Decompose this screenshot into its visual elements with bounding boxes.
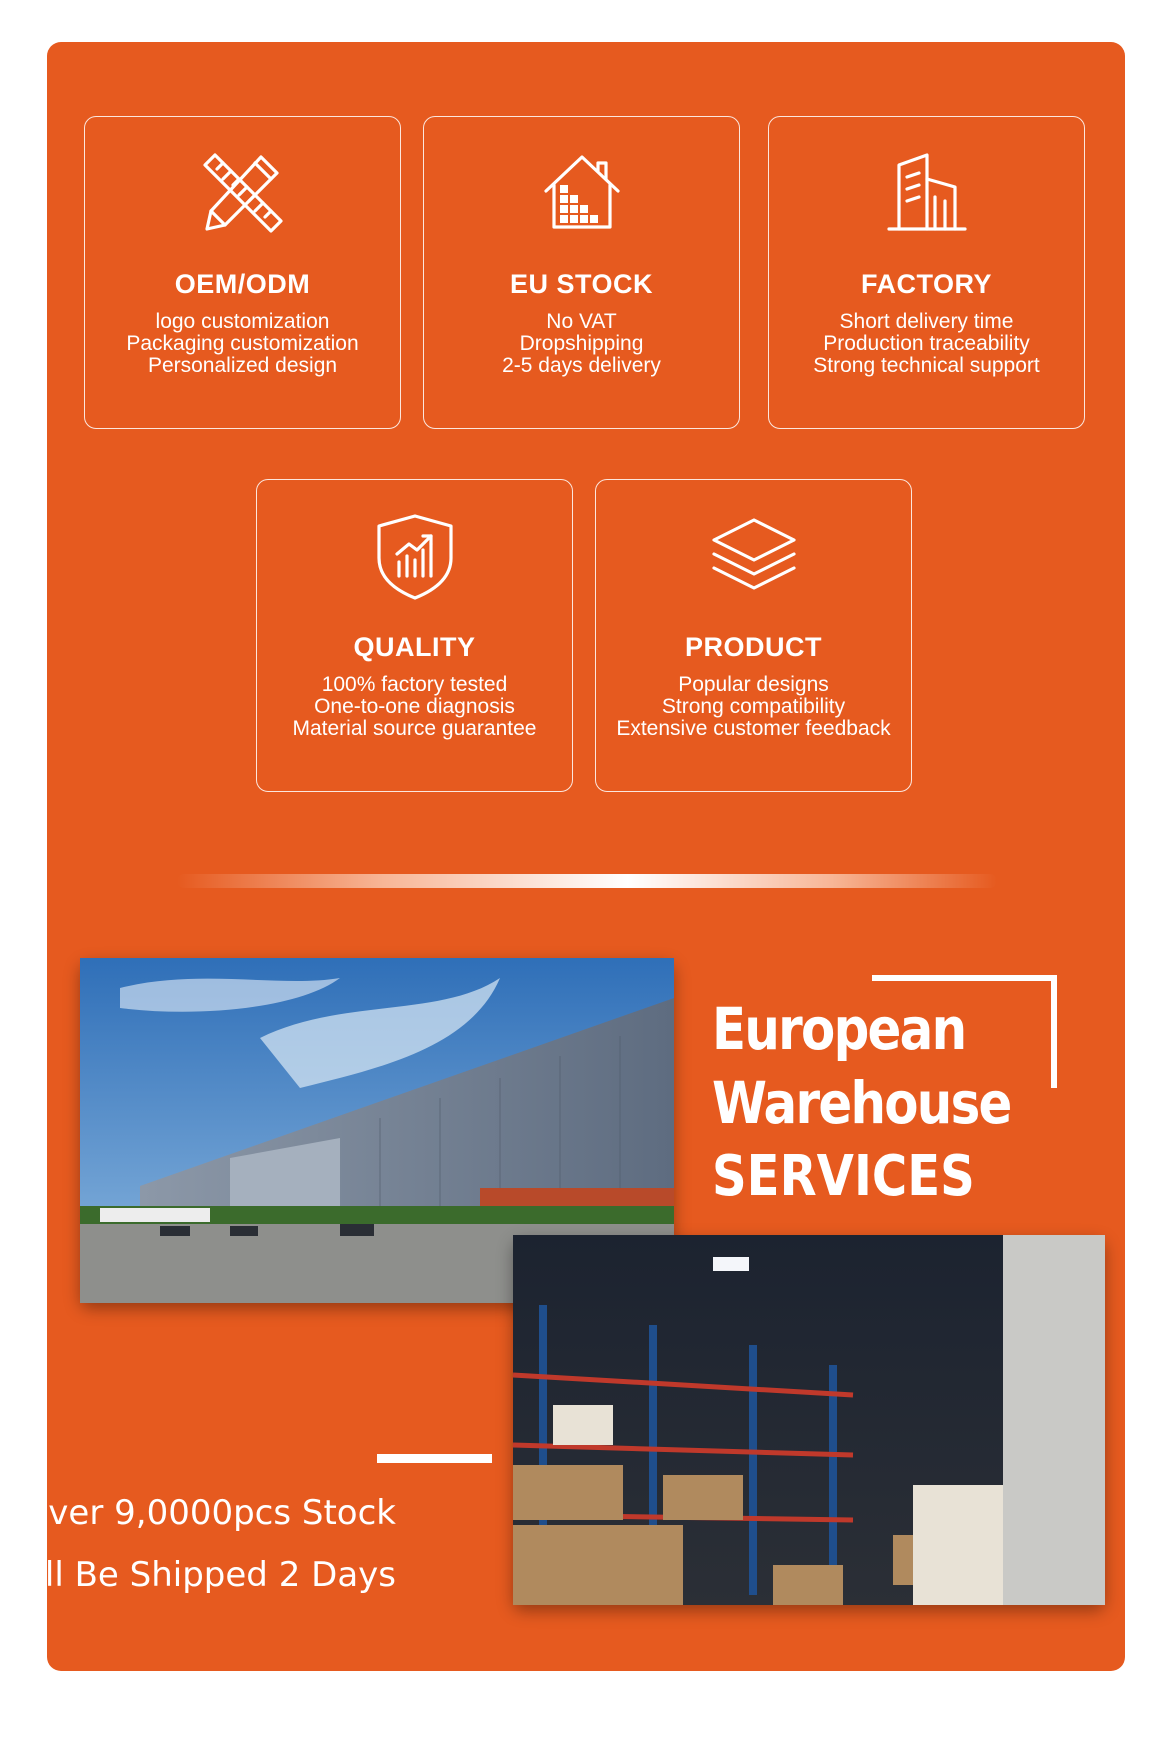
headline-line: Warehouse <box>712 1069 1011 1137</box>
glow-divider <box>177 874 997 888</box>
feature-line: No VAT <box>546 310 617 333</box>
feature-line: Production traceability <box>823 332 1030 355</box>
feature-line: Material source guarantee <box>292 717 537 740</box>
feature-card-product <box>595 479 912 792</box>
headline-line: European <box>712 995 966 1063</box>
feature-lines <box>769 311 1084 377</box>
feature-line: 2-5 days delivery <box>502 354 661 377</box>
caption-accent-bar <box>377 1454 492 1463</box>
feature-lines <box>596 674 911 740</box>
feature-lines <box>424 311 739 377</box>
caption-line: Over 9,0000pcs Stock <box>21 1493 396 1533</box>
feature-lines <box>85 311 400 377</box>
feature-line: 100% factory tested <box>321 673 508 696</box>
warehouse-interior-photo <box>513 1235 1105 1605</box>
frame-accent-top <box>872 975 1057 981</box>
stock-caption <box>3 1482 396 1606</box>
feature-line: Strong compatibility <box>661 695 846 718</box>
feature-line: Personalized design <box>147 354 338 377</box>
feature-title: OEM/ODM <box>174 269 311 299</box>
feature-lines <box>257 674 572 740</box>
feature-line: Popular designs <box>678 673 829 696</box>
feature-line: Extensive customer feedback <box>616 717 891 740</box>
feature-card-quality <box>256 479 573 792</box>
feature-line: logo customization <box>155 310 330 333</box>
feature-card-factory <box>768 116 1085 429</box>
feature-title: FACTORY <box>860 269 992 299</box>
feature-card-eu-stock <box>423 116 740 429</box>
factory-building-icon <box>881 147 973 239</box>
feature-card-oem-odm <box>84 116 401 429</box>
feature-title: PRODUCT <box>685 632 822 662</box>
feature-title: QUALITY <box>353 632 476 662</box>
headline-line: SERVICES <box>712 1144 975 1209</box>
shield-chart-icon <box>369 510 461 602</box>
feature-line: Strong technical support <box>813 354 1040 377</box>
ruler-pencil-icon <box>197 147 289 239</box>
warehouse-headline <box>712 992 1011 1214</box>
feature-line: One-to-one diagnosis <box>314 695 515 718</box>
feature-line: Short delivery time <box>839 310 1014 333</box>
feature-line: Packaging customization <box>126 332 359 355</box>
feature-line: Dropshipping <box>519 332 644 355</box>
orange-panel <box>2 42 1125 1671</box>
frame-accent-side <box>1051 975 1057 1088</box>
caption-line: Will Be Shipped 2 Days <box>2 1555 396 1595</box>
feature-title: EU STOCK <box>509 269 654 299</box>
layers-stack-icon <box>708 510 800 602</box>
warehouse-house-icon <box>536 147 628 239</box>
